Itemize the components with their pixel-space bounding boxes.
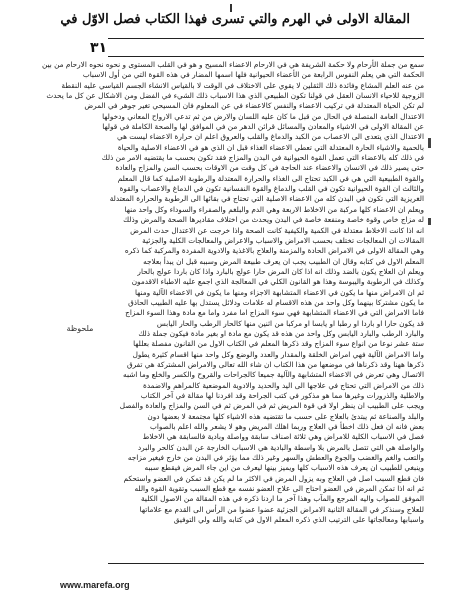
text-line: ثم انه اذا تمكن المرض في العضو احتاج الى علاج العضو نفسه مع قطع السبب وتقوية القوة والله bbox=[134, 484, 424, 494]
text-line: والبلد والصناعة ثم يبتدئ بالعلاج على حسب ما تقتضيه هذه الاشياء كلها مجتمعة لا بعضها دون bbox=[147, 411, 424, 421]
text-line: سمع من جملة الأرحام ولا حكمة الشريفة هي في الارحام الاعضاء المسيح و هو في القلب المستوى و نحوه نحوه الارحام من بين bbox=[42, 60, 424, 69]
text-line: لم تكن الحياة المعتدلة في تركيب الاعضاء والنفس كالاعضاء في عن المعلوم فان المسيحي تغير جوهر في المرض bbox=[84, 101, 424, 111]
text-line: الاتصال وهي تعرض في الاعضاء المتشابهة والآلية جميعا كالجراحات والقروح والكسر والخلع وما اشبه bbox=[123, 370, 424, 380]
text-line: بعض فانه ان فعل ذلك اخطأ في العلاج وربما اهلك المريض وهو لا يشعر والله اعلم بالصواب bbox=[150, 422, 424, 432]
text-line: ستة عشر نوعا من انواع سوء المزاج وقد ذكرها المعلم في الكتاب الاول من القانون مفصلة بعللها bbox=[133, 339, 424, 349]
text-line: ثم ان الامراض منها ما يكون في الاعضاء المتشابهة الاجزاء ومنها ما يكون في الاعضاء الآلية ومنها bbox=[134, 287, 424, 297]
text-line: فان قطع السبب اصل في العلاج وبه يزول المرض في الاكثر ما لم يكن قد تمكن في العضو واستحكم bbox=[123, 473, 424, 483]
text-line: وينبغي للطبيب ان يعرف هذه الاسباب كلها ويميز بينها ليعرف من اين جاء المرض فيقطع سببه bbox=[144, 463, 424, 473]
text-line: والواصلة هي التي تتصل بالمرض بلا واسطة والبادية هي الاسباب الخارجة عن البدن كالحر والبرد bbox=[137, 442, 424, 452]
text-line: انه اذا كانت الاخلاط معتدلة في الكمية والكيفية كانت الصحة واذا خرجت عن الاعتدال حدث المرض bbox=[130, 225, 424, 235]
text-line: ويجب على الطبيب ان ينظر اولا في قوة المريض ثم في المرض ثم في السن والمزاج والعادة والفصل bbox=[119, 401, 424, 411]
text-line: والاطلية والذرورات وغيرها مما هو مذكور في كتب الجراحة وقد افردنا لها مقالة في آخر الكتاب bbox=[140, 391, 424, 400]
text-bottom-rule bbox=[108, 563, 424, 564]
page-number: ٣١ bbox=[90, 40, 108, 56]
text-line: واما الامراض الآلية فهي امراض الخلقة والمقدار والعدد والوضع وكل واحد منها اقسام كثيرة يطول bbox=[132, 349, 424, 359]
text-line: ويعلم ان العلاج يكون بالضد وذلك انه اذا كان المرض حارا عولج بالبارد واذا كان باردا عولج بالحار bbox=[137, 266, 424, 276]
text-line: والتعب والغم والغضب والجوع والعطش والسهر وغير ذلك مما يؤثر في البدن من خارج فيغير مزاجه bbox=[127, 453, 424, 463]
text-line: ما يكون مشتركا بينهما وكل واحد من هذه الاقسام له علامات ودلائل يستدل بها عليه الطبيب الحاذق bbox=[128, 297, 424, 307]
text-line: المقالات ان المعالجات تختلف بحسب الامراض والاسباب والاعراض والمعالجات الكلية والجزئية bbox=[142, 235, 424, 245]
text-line: الحكمة التي هي يعلم النفوس الرابعة من الأعضاء الحيوانية فلها اسمها المضار في هذه القوة التي من أول الاسباب bbox=[82, 70, 424, 80]
text-line: عن المقالة الاولى في الاشياء والمعادن والمسائل قرائن الدهر من في الموافق لها والصحة الكاملة في قولها bbox=[102, 122, 424, 132]
text-line: ذلك من الامراض التي تحتاج في علاجها الى اليد والحديد والادوية الموضعية كالمراهم والاضمدة bbox=[143, 380, 424, 390]
page-header-title: المقالة الاولى في الهرم والتي تسرى فهذا الكتاب فصل الاوّل في bbox=[60, 12, 410, 27]
text-line: فصل في الاسباب الكلية للامراض وهي ثلاثة اصناف سابقة وواصلة وبادية فالسابقة هي الاخلاط bbox=[142, 432, 424, 442]
text-line: له مزاج خاص وقوة خاصة ومنفعة خاصة في البدن ويحدث من اختلاف مقاديرها الصحة والمرض وذلك bbox=[123, 215, 424, 225]
text-line: والقوة الطبيعية التي هي في الكبد تحتاج الى الغذاء والحرارة المعتدلة والرطوبة الاصلية كما قال المعلم bbox=[117, 173, 424, 183]
text-top-rule bbox=[108, 56, 424, 57]
text-line: حتى يصير ذلك في الانسان والاعضاء عند الحاجة في كل وقت من الاوقات بحسب السن والمزاج والعادة bbox=[115, 163, 424, 173]
text-line: من عنه العلم المشاع وفائدة ذلك الثقلين لا يقوي على الاختلاف في الوقت لا بالقياس الانشاء الجسم القياسي عليه النقطة bbox=[61, 80, 424, 90]
text-line: قد يكون حارا او باردا او رطبا او يابسا او مركبا من اثنين منها كالحار الرطب والحار اليابس bbox=[156, 318, 424, 328]
header-rule bbox=[108, 38, 424, 39]
text-line: الاعتدال العامة المتصلة في الحال من قبل ما كان عليه اللسان والارض من ثم تدعي الارواح المعاني ودخولها bbox=[102, 111, 424, 121]
text-line: وهي المقالة الاولى في الامراض الحادة والمزمنة والعلاج بالاغذية والادوية المفردة والمركبة كما ذكره bbox=[124, 246, 424, 256]
edge-mark bbox=[428, 218, 431, 225]
text-line: فاما الامراض التي في الاعضاء المتشابهة فهي سوء المزاج اما مفرد واما مع مادة وهذا السوء المزاج bbox=[125, 308, 424, 318]
text-line: المعلم الاول في كتابه وقال ان الطبيب يجب ان يعرف طبيعة المرض وسببه قبل ان يبدأ بعلاجه bbox=[143, 256, 424, 266]
text-line: الزوجية للاحياء الانسان العقل في قولنا تكون الطبيعي الذي هذا الاسباب ذلك الشيء في الفضل ومن الاشكال عن كل ما يحدث bbox=[46, 91, 424, 101]
text-line: بالحمية والاشياء الحارة المعتدلة التي تعطي الاعضاء الغذاء قبل ان الذي هو في الاعضاء الاصلية والحياة bbox=[117, 142, 424, 152]
text-line: ويعلم ان الاعضاء كلها مركبة من الاخلاط الاربعة وهي الدم والبلغم والصفراء والسوداء وكل واحد منها bbox=[124, 204, 424, 214]
text-line: للعلاج وسنذكر في المقالة الثانية الامراض الجزئية عضوا عضوا من الرأس الى القدم مع علاماتها bbox=[139, 504, 424, 514]
edge-mark bbox=[428, 138, 431, 148]
text-line: الغريزية التي تكون في البدن كله من الاعضاء الاصلية التي تحتاج في بقائها الى الرطوبة والحرارة المعتدلة bbox=[109, 194, 424, 204]
text-line: وكذلك في الرطوبة واليبوسة وهذا هو القانون الكلي في المعالجة الذي اجمع عليه الاطباء الاقدمون bbox=[131, 277, 424, 287]
marginal-note: ملحوظة bbox=[66, 324, 94, 333]
text-line: ذكرها ههنا وقد ذكرناها في موضعها من هذا الكتاب ان شاء الله تعالى والامراض المشتركة هي تفرق bbox=[126, 359, 424, 369]
text-line: والثالث ان القوة الحيوانية تكون في القلب والدماغ والقوة النفسانية تكون في الدماغ والاعصاب والقوة bbox=[119, 184, 424, 194]
text-line: الموفق للصواب واليه المرجع والمآب وهذا آخر ما اردنا ذكره في هذه المقالة من الاصول الكلية bbox=[141, 494, 424, 504]
text-line: الاعتدال الذي يتعدى الى الاعصاب من الكبد والدماغ والقلب والعروق اعلم ان حرارة الاعضاء ليست هي bbox=[116, 132, 424, 142]
text-line: والبارد الرطب والبارد اليابس وكل واحد من هذه قد يكون مع مادة او بغير مادة فيكون جملة ذلك bbox=[138, 328, 424, 338]
text-line: في ذلك كله بالاعضاء التي تعمل القوة الحيوانية في البدن والمزاج فقد تكون بحسب ما يقتضيه الامر من ذلك bbox=[101, 153, 424, 163]
top-tick-mark bbox=[230, 4, 232, 12]
text-line: واسبابها ومعالجاتها على الترتيب الذي ذكره المعلم الاول في كتابه والله ولي التوفيق bbox=[173, 515, 424, 525]
footer-url: www.marefa.org bbox=[60, 580, 130, 590]
